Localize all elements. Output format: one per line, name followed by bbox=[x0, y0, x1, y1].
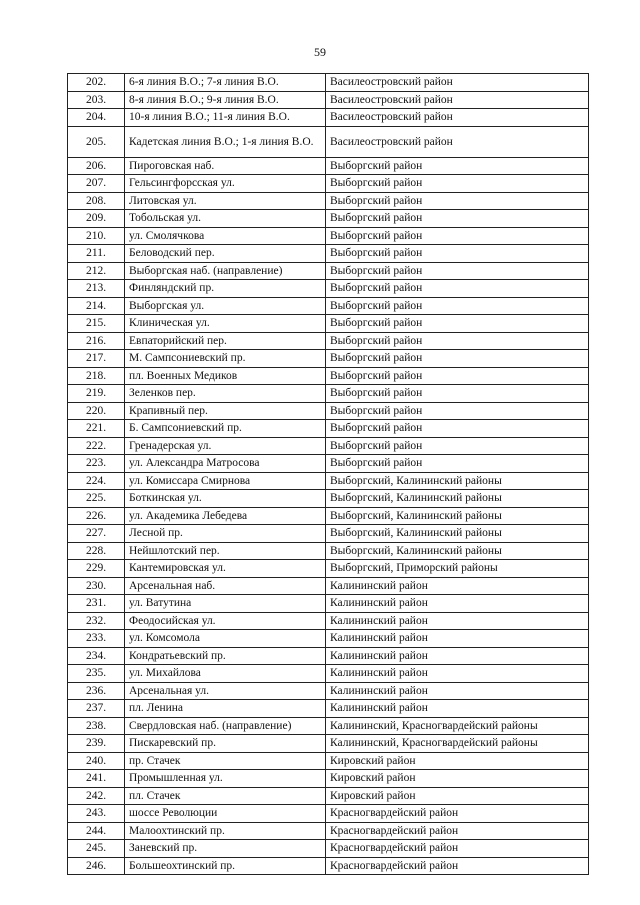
row-number-cell: 234. bbox=[68, 647, 125, 665]
street-name-cell: М. Сампсониевский пр. bbox=[125, 350, 326, 368]
street-name-cell: пл. Ленина bbox=[125, 700, 326, 718]
table-row bbox=[68, 612, 589, 630]
district-cell: Выборгский район bbox=[326, 350, 589, 368]
row-number-cell: 215. bbox=[68, 315, 125, 333]
district-cell: Выборгский район bbox=[326, 157, 589, 175]
street-name-cell: Свердловская наб. (направление) bbox=[125, 717, 326, 735]
table-row bbox=[68, 280, 589, 298]
table-row bbox=[68, 420, 589, 438]
street-name-cell: ул. Комиссара Смирнова bbox=[125, 472, 326, 490]
table-row bbox=[68, 770, 589, 788]
district-cell: Калининский район bbox=[326, 665, 589, 683]
row-number-cell: 208. bbox=[68, 192, 125, 210]
district-cell: Красногвардейский район bbox=[326, 805, 589, 823]
district-cell: Выборгский район bbox=[326, 297, 589, 315]
district-cell: Выборгский район bbox=[326, 280, 589, 298]
table-row bbox=[68, 126, 589, 157]
street-name-cell: Малоохтинский пр. bbox=[125, 822, 326, 840]
table-row bbox=[68, 192, 589, 210]
street-name-cell: пл. Военных Медиков bbox=[125, 367, 326, 385]
table-row bbox=[68, 210, 589, 228]
street-district-table bbox=[67, 73, 589, 875]
street-name-cell: Выборгская наб. (направление) bbox=[125, 262, 326, 280]
district-cell: Красногвардейский район bbox=[326, 840, 589, 858]
district-cell: Калининский район bbox=[326, 682, 589, 700]
table-row bbox=[68, 74, 589, 92]
street-name-cell: ул. Академика Лебедева bbox=[125, 507, 326, 525]
district-cell: Калининский, Красногвардейский районы bbox=[326, 735, 589, 753]
street-name-cell: Лесной пр. bbox=[125, 525, 326, 543]
street-name-cell: пл. Стачек bbox=[125, 787, 326, 805]
street-name-cell: Промышленная ул. bbox=[125, 770, 326, 788]
row-number-cell: 229. bbox=[68, 560, 125, 578]
row-number-cell: 214. bbox=[68, 297, 125, 315]
district-cell: Калининский район bbox=[326, 647, 589, 665]
table-row bbox=[68, 350, 589, 368]
street-name-cell: Арсенальная ул. bbox=[125, 682, 326, 700]
row-number-cell: 240. bbox=[68, 752, 125, 770]
district-cell: Василеостровский район bbox=[326, 109, 589, 127]
table-row bbox=[68, 262, 589, 280]
row-number-cell: 236. bbox=[68, 682, 125, 700]
street-name-cell: ул. Смолячкова bbox=[125, 227, 326, 245]
table-row bbox=[68, 367, 589, 385]
street-name-cell: Пискаревский пр. bbox=[125, 735, 326, 753]
table-row bbox=[68, 385, 589, 403]
street-name-cell: Пироговская наб. bbox=[125, 157, 326, 175]
table-row bbox=[68, 787, 589, 805]
row-number-cell: 237. bbox=[68, 700, 125, 718]
district-cell: Выборгский, Калининский районы bbox=[326, 507, 589, 525]
table-row bbox=[68, 647, 589, 665]
street-name-cell: шоссе Революции bbox=[125, 805, 326, 823]
table-row bbox=[68, 109, 589, 127]
district-cell: Выборгский, Калининский районы bbox=[326, 472, 589, 490]
table-row bbox=[68, 560, 589, 578]
row-number-cell: 228. bbox=[68, 542, 125, 560]
row-number-cell: 242. bbox=[68, 787, 125, 805]
table-row bbox=[68, 595, 589, 613]
row-number-cell: 207. bbox=[68, 175, 125, 193]
street-name-cell: ул. Александра Матросова bbox=[125, 455, 326, 473]
row-number-cell: 231. bbox=[68, 595, 125, 613]
street-name-cell: 6-я линия В.О.; 7-я линия В.О. bbox=[125, 74, 326, 92]
table-body bbox=[68, 74, 589, 875]
table-row bbox=[68, 805, 589, 823]
row-number-cell: 243. bbox=[68, 805, 125, 823]
row-number-cell: 219. bbox=[68, 385, 125, 403]
row-number-cell: 217. bbox=[68, 350, 125, 368]
table-row bbox=[68, 735, 589, 753]
street-name-cell: Заневский пр. bbox=[125, 840, 326, 858]
table-row bbox=[68, 717, 589, 735]
district-cell: Калининский район bbox=[326, 595, 589, 613]
row-number-cell: 223. bbox=[68, 455, 125, 473]
street-name-cell: пр. Стачек bbox=[125, 752, 326, 770]
table-row bbox=[68, 297, 589, 315]
street-name-cell: Финляндский пр. bbox=[125, 280, 326, 298]
row-number-cell: 233. bbox=[68, 630, 125, 648]
row-number-cell: 213. bbox=[68, 280, 125, 298]
row-number-cell: 212. bbox=[68, 262, 125, 280]
street-name-cell: Зеленков пер. bbox=[125, 385, 326, 403]
row-number-cell: 246. bbox=[68, 857, 125, 875]
street-name-cell: 10-я линия В.О.; 11-я линия В.О. bbox=[125, 109, 326, 127]
table-row bbox=[68, 490, 589, 508]
street-name-cell: Кадетская линия В.О.; 1-я линия В.О. bbox=[125, 126, 326, 157]
table-row bbox=[68, 840, 589, 858]
district-cell: Калининский район bbox=[326, 612, 589, 630]
row-number-cell: 235. bbox=[68, 665, 125, 683]
street-name-cell: Феодосийская ул. bbox=[125, 612, 326, 630]
district-cell: Выборгский район bbox=[326, 385, 589, 403]
street-name-cell: ул. Ватутина bbox=[125, 595, 326, 613]
row-number-cell: 205. bbox=[68, 126, 125, 157]
row-number-cell: 211. bbox=[68, 245, 125, 263]
row-number-cell: 204. bbox=[68, 109, 125, 127]
district-cell: Калининский район bbox=[326, 630, 589, 648]
row-number-cell: 209. bbox=[68, 210, 125, 228]
district-cell: Выборгский район bbox=[326, 332, 589, 350]
district-cell: Калининский район bbox=[326, 700, 589, 718]
district-cell: Выборгский район bbox=[326, 192, 589, 210]
table-row bbox=[68, 630, 589, 648]
district-cell: Выборгский район bbox=[326, 437, 589, 455]
district-cell: Кировский район bbox=[326, 770, 589, 788]
table-row bbox=[68, 175, 589, 193]
district-cell: Выборгский район bbox=[326, 455, 589, 473]
row-number-cell: 238. bbox=[68, 717, 125, 735]
row-number-cell: 224. bbox=[68, 472, 125, 490]
district-cell: Кировский район bbox=[326, 752, 589, 770]
district-cell: Выборгский район bbox=[326, 175, 589, 193]
row-number-cell: 245. bbox=[68, 840, 125, 858]
table-row bbox=[68, 525, 589, 543]
district-cell: Красногвардейский район bbox=[326, 822, 589, 840]
district-cell: Василеостровский район bbox=[326, 126, 589, 157]
street-name-cell: Крапивный пер. bbox=[125, 402, 326, 420]
row-number-cell: 222. bbox=[68, 437, 125, 455]
row-number-cell: 227. bbox=[68, 525, 125, 543]
row-number-cell: 206. bbox=[68, 157, 125, 175]
row-number-cell: 230. bbox=[68, 577, 125, 595]
table-row bbox=[68, 472, 589, 490]
district-cell: Кировский район bbox=[326, 787, 589, 805]
street-name-cell: Евпаторийский пер. bbox=[125, 332, 326, 350]
table-row bbox=[68, 91, 589, 109]
table-row bbox=[68, 332, 589, 350]
district-cell: Выборгский, Калининский районы bbox=[326, 525, 589, 543]
table-row bbox=[68, 507, 589, 525]
row-number-cell: 202. bbox=[68, 74, 125, 92]
street-name-cell: Тобольская ул. bbox=[125, 210, 326, 228]
district-cell: Выборгский, Приморский районы bbox=[326, 560, 589, 578]
street-name-cell: Арсенальная наб. bbox=[125, 577, 326, 595]
district-cell: Василеостровский район bbox=[326, 91, 589, 109]
district-cell: Выборгский район bbox=[326, 315, 589, 333]
row-number-cell: 225. bbox=[68, 490, 125, 508]
district-cell: Выборгский район bbox=[326, 262, 589, 280]
table-row bbox=[68, 665, 589, 683]
district-cell: Выборгский, Калининский районы bbox=[326, 490, 589, 508]
district-cell: Красногвардейский район bbox=[326, 857, 589, 875]
street-name-cell: Гельсингфорсская ул. bbox=[125, 175, 326, 193]
street-name-cell: Боткинская ул. bbox=[125, 490, 326, 508]
row-number-cell: 232. bbox=[68, 612, 125, 630]
table-row bbox=[68, 402, 589, 420]
street-name-cell: Б. Сампсониевский пр. bbox=[125, 420, 326, 438]
table-row bbox=[68, 857, 589, 875]
street-name-cell: Большеохтинский пр. bbox=[125, 857, 326, 875]
district-cell: Выборгский район bbox=[326, 210, 589, 228]
table-row bbox=[68, 682, 589, 700]
district-cell: Выборгский район bbox=[326, 367, 589, 385]
row-number-cell: 239. bbox=[68, 735, 125, 753]
district-cell: Василеостровский район bbox=[326, 74, 589, 92]
street-name-cell: Кондратьевский пр. bbox=[125, 647, 326, 665]
table-row bbox=[68, 822, 589, 840]
table-row bbox=[68, 577, 589, 595]
row-number-cell: 244. bbox=[68, 822, 125, 840]
table-row bbox=[68, 157, 589, 175]
street-name-cell: 8-я линия В.О.; 9-я линия В.О. bbox=[125, 91, 326, 109]
street-name-cell: Клиническая ул. bbox=[125, 315, 326, 333]
district-cell: Выборгский район bbox=[326, 402, 589, 420]
table-row bbox=[68, 227, 589, 245]
street-name-cell: Беловодский пер. bbox=[125, 245, 326, 263]
table-row bbox=[68, 437, 589, 455]
table-row bbox=[68, 542, 589, 560]
row-number-cell: 218. bbox=[68, 367, 125, 385]
row-number-cell: 226. bbox=[68, 507, 125, 525]
table-row bbox=[68, 315, 589, 333]
table-row bbox=[68, 455, 589, 473]
table-row bbox=[68, 700, 589, 718]
row-number-cell: 221. bbox=[68, 420, 125, 438]
district-cell: Выборгский район bbox=[326, 420, 589, 438]
table-row bbox=[68, 245, 589, 263]
street-name-cell: Литовская ул. bbox=[125, 192, 326, 210]
row-number-cell: 241. bbox=[68, 770, 125, 788]
district-cell: Выборгский район bbox=[326, 245, 589, 263]
row-number-cell: 216. bbox=[68, 332, 125, 350]
page-number: 59 bbox=[314, 45, 326, 59]
district-cell: Калининский, Красногвардейский районы bbox=[326, 717, 589, 735]
table-row bbox=[68, 752, 589, 770]
street-name-cell: Кантемировская ул. bbox=[125, 560, 326, 578]
street-name-cell: Гренадерская ул. bbox=[125, 437, 326, 455]
district-cell: Калининский район bbox=[326, 577, 589, 595]
row-number-cell: 220. bbox=[68, 402, 125, 420]
row-number-cell: 203. bbox=[68, 91, 125, 109]
row-number-cell: 210. bbox=[68, 227, 125, 245]
street-name-cell: ул. Комсомола bbox=[125, 630, 326, 648]
district-cell: Выборгский район bbox=[326, 227, 589, 245]
street-name-cell: ул. Михайлова bbox=[125, 665, 326, 683]
district-cell: Выборгский, Калининский районы bbox=[326, 542, 589, 560]
street-name-cell: Выборгская ул. bbox=[125, 297, 326, 315]
street-name-cell: Нейшлотский пер. bbox=[125, 542, 326, 560]
